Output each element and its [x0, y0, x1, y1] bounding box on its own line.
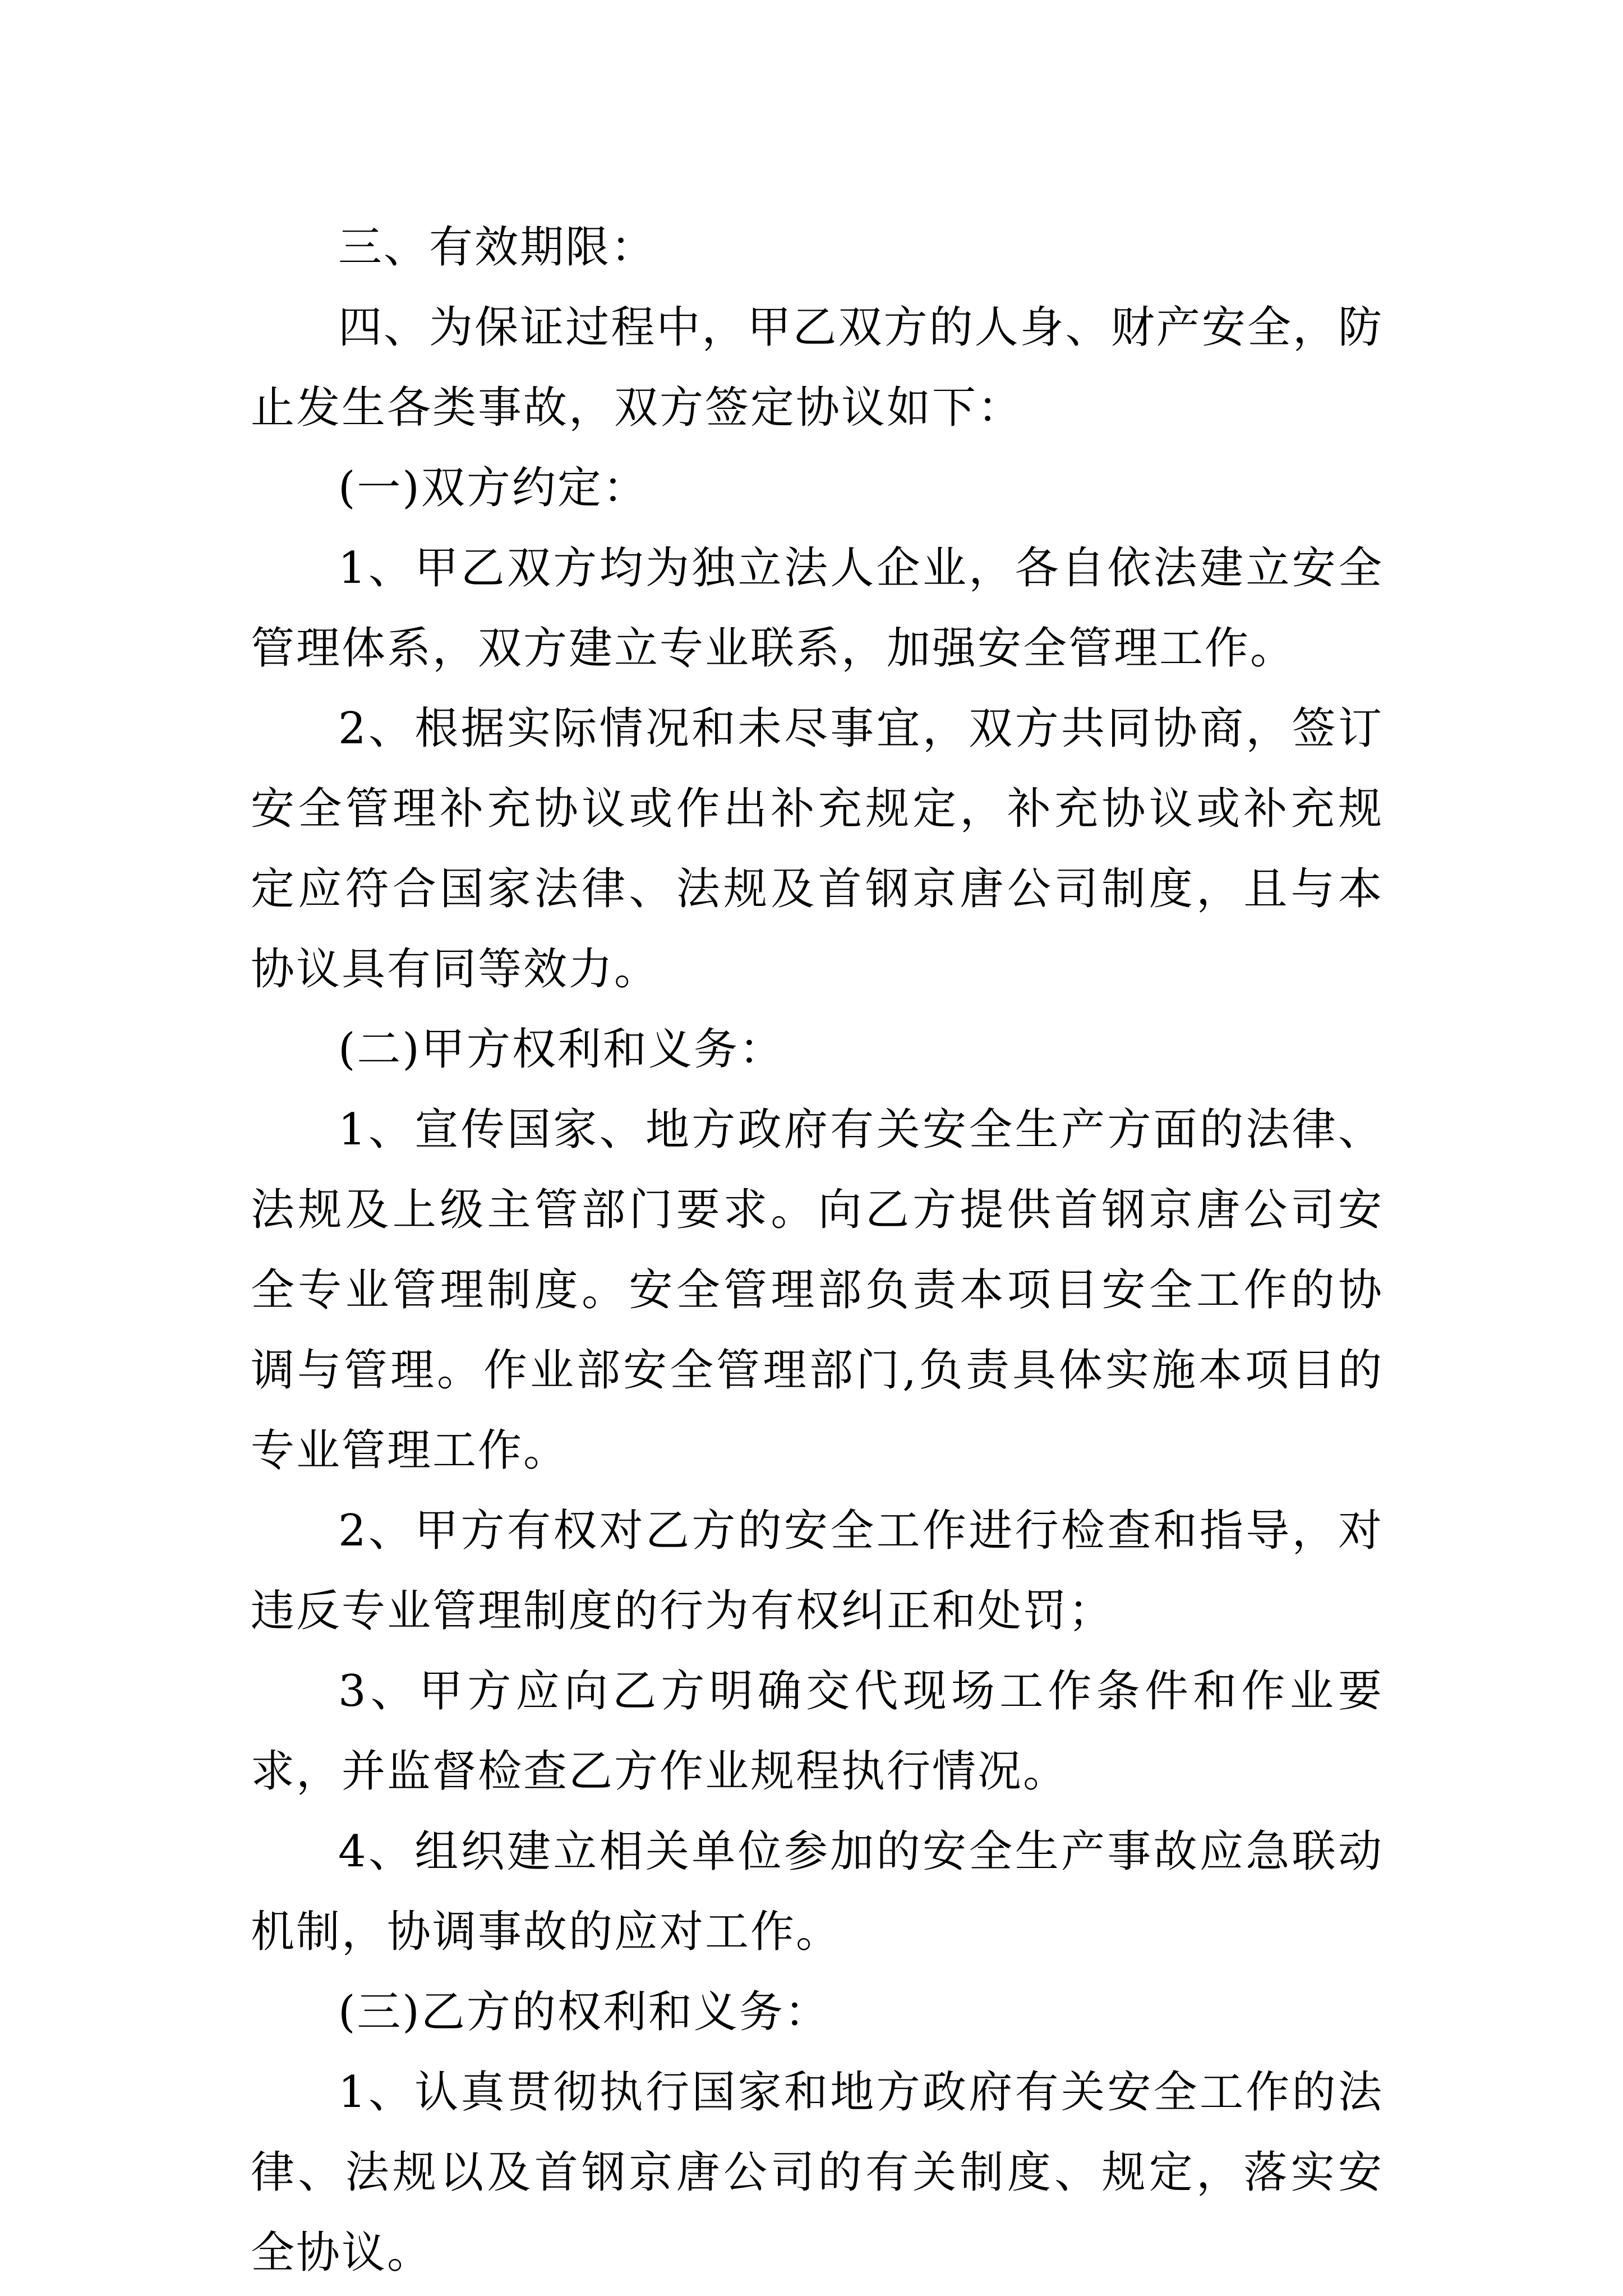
paragraph-section-four: 四、为保证过程中，甲乙双方的人身、财产安全，防止发生各类事故，双方签定协议如下： [251, 302, 1384, 433]
paragraph-party-a-2: 2、甲方有权对乙方的安全工作进行检查和指导，对违反专业管理制度的行为有权纠正和处罚； [251, 1506, 1384, 1636]
heading-party-b-rights: (三)乙方的权利和义务： [338, 1987, 830, 2037]
paragraph-validity-period: 三、有效期限： [338, 222, 657, 273]
heading-party-a-rights: (二)甲方权利和义务： [338, 1024, 785, 1075]
paragraph-party-a-3: 3、甲方应向乙方明确交代现场工作条件和作业要求，并监督检查乙方作业规程执行情况。 [251, 1666, 1384, 1797]
paragraph-agreement-2: 2、根据实际情况和未尽事宜，双方共同协商，签订安全管理补充协议或作出补充规定，补充协议或补充规定应符合国家法律、法规及首钢京唐公司制度，且与本协议具有同等效力。 [251, 703, 1384, 995]
heading-mutual-agreement: (一)双方约定： [338, 463, 648, 513]
paragraph-party-a-4: 4、组织建立相关单位参加的安全生产事故应急联动机制，协调事故的应对工作。 [251, 1826, 1384, 1957]
paragraph-agreement-1: 1、甲乙双方均为独立法人企业，各自依法建立安全管理体系，双方建立专业联系，加强安全管理工作。 [251, 543, 1384, 674]
document-body [251, 208, 1384, 2293]
paragraph-party-a-1: 1、宣传国家、地方政府有关安全生产方面的法律、法规及上级主管部门要求。向乙方提供首钢京唐公司安全专业管理制度。安全管理部负责本项目安全工作的协调与管理。作业部安全管理部门,负责具体实施本项目的专业管理工作。 [251, 1105, 1384, 1476]
paragraph-party-b-1: 1、认真贯彻执行国家和地方政府有关安全工作的法律、法规以及首钢京唐公司的有关制度、规定，落实安全协议。 [251, 2067, 1384, 2278]
